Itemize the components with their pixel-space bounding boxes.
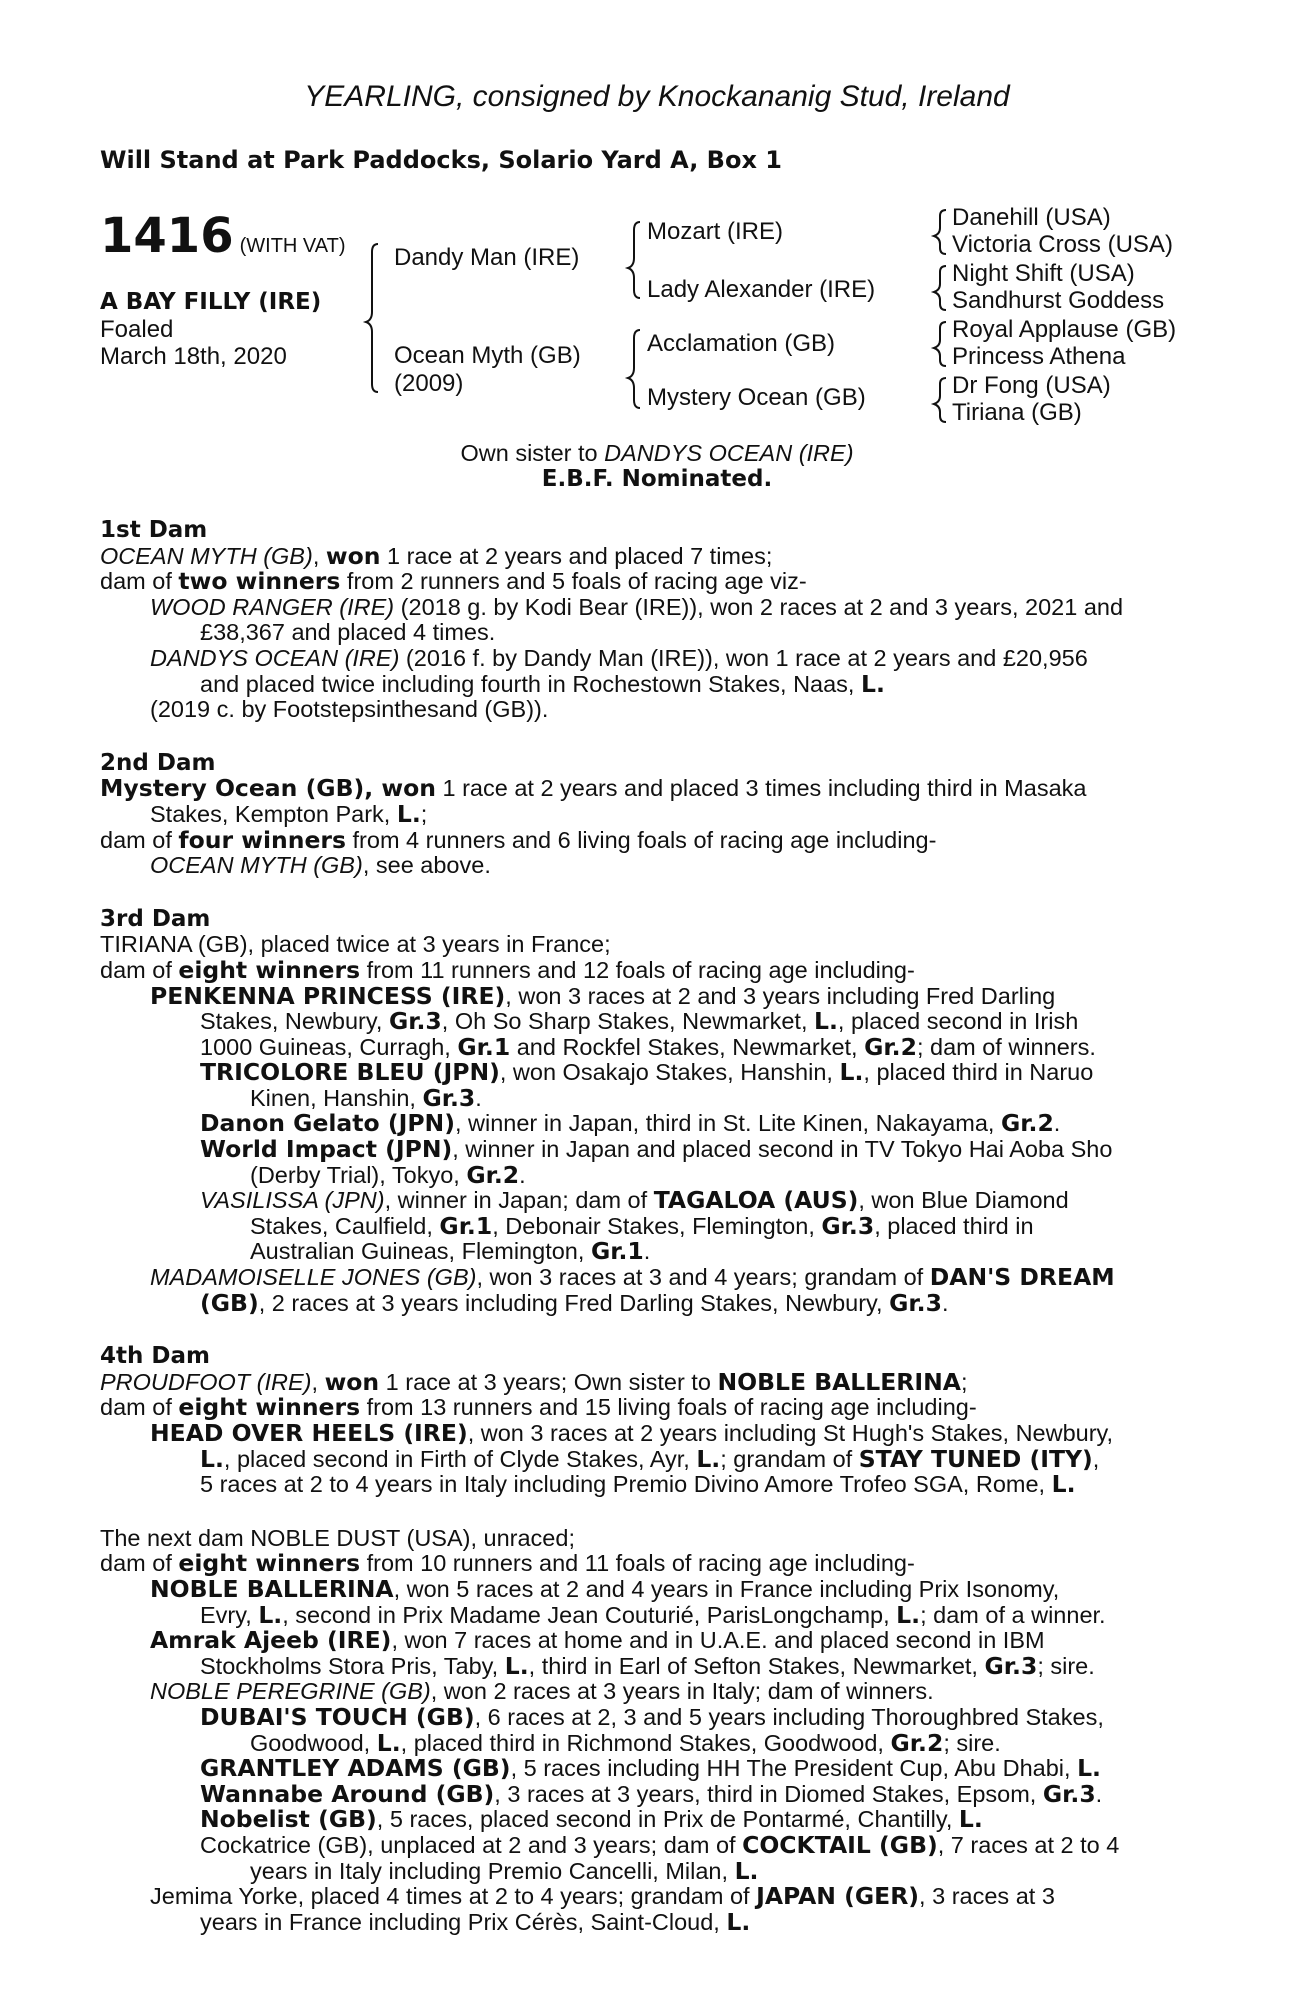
text: dam of bbox=[100, 956, 179, 983]
race-grade: L. bbox=[376, 1728, 401, 1757]
produce-entry bbox=[100, 1574, 1203, 1603]
produce-entry-cont bbox=[100, 1009, 1203, 1035]
text: Australian Guineas, Flemington, bbox=[250, 1238, 591, 1265]
winners-count: four winners bbox=[178, 825, 346, 854]
text: from 11 runners and 12 foals of racing age including- bbox=[360, 956, 915, 983]
text: , bbox=[312, 542, 326, 569]
race-grade: Gr.1 bbox=[439, 1211, 493, 1240]
text: , 2 races at 3 years including Fred Darling Stakes, Newbury, bbox=[258, 1289, 890, 1316]
produce-entry bbox=[100, 1421, 1203, 1447]
race-grade: L. bbox=[396, 799, 421, 828]
text: (2016 f. by Dandy Man (IRE)), won 1 race at 2 years and £20,956 bbox=[399, 644, 1088, 671]
horse-name: STAY TUNED (ITY) bbox=[858, 1444, 1093, 1473]
horse-name: DAN'S DREAM bbox=[929, 1263, 1115, 1292]
race-grade: Gr.3 bbox=[984, 1651, 1038, 1680]
produce-entry-cont: £38,367 and placed 4 times. bbox=[200, 619, 496, 646]
sire-sire-dam: Victoria Cross (USA) bbox=[952, 231, 1173, 258]
produce-entry bbox=[100, 1265, 1203, 1291]
text: . bbox=[1095, 1780, 1103, 1807]
horse-name: PENKENNA PRINCESS (IRE) bbox=[150, 981, 506, 1010]
race-grade: L. bbox=[814, 1007, 838, 1036]
horse-name: MADAMOISELLE JONES (GB) bbox=[150, 1264, 477, 1291]
next-dam-produce bbox=[100, 1551, 1203, 1577]
text: , won 3 races at 3 and 4 years; grandam of bbox=[476, 1264, 930, 1291]
text: 1 race at 2 years and placed 3 times including third in Masaka bbox=[435, 775, 1087, 802]
own-sister-prefix: Own sister to bbox=[460, 440, 605, 466]
text: , won Osakajo Stakes, Hanshin, bbox=[499, 1059, 840, 1086]
produce-entry bbox=[100, 1137, 1203, 1163]
race-grade: Gr.2 bbox=[1000, 1109, 1054, 1138]
text: . bbox=[475, 1084, 482, 1111]
horse-name: COCKTAIL (GB) bbox=[742, 1830, 938, 1859]
winners-count: two winners bbox=[178, 567, 341, 596]
first-dam-section bbox=[100, 518, 1203, 723]
next-dam-section bbox=[100, 1526, 1203, 1936]
dam-name: OCEAN MYTH (GB) bbox=[100, 542, 313, 569]
text: , placed third in bbox=[874, 1212, 1034, 1239]
text: , winner in Japan, third in St. Lite Kinen, Nakayama, bbox=[454, 1110, 1001, 1137]
produce-entry-cont bbox=[100, 1651, 1203, 1680]
race-grade: L. bbox=[860, 669, 885, 698]
produce-entry bbox=[100, 853, 1203, 879]
text: dam of bbox=[100, 826, 179, 853]
text: dam of bbox=[100, 568, 179, 595]
third-dam-produce bbox=[100, 955, 1203, 984]
text: , Debonair Stakes, Flemington, bbox=[492, 1212, 822, 1239]
text: , bbox=[364, 774, 382, 803]
race-grade: Gr.3 bbox=[889, 1288, 942, 1317]
produce-entry bbox=[100, 981, 1203, 1010]
text: ; sire. bbox=[1037, 1652, 1095, 1679]
horse-name: VASILISSA (JPN) bbox=[200, 1187, 385, 1214]
text: Stakes, Caulfield, bbox=[250, 1212, 440, 1239]
second-dam-produce bbox=[100, 825, 1203, 854]
ebf-note: E.B.F. Nominated. bbox=[541, 466, 773, 492]
foaled-label: Foaled bbox=[100, 316, 174, 343]
stand-location: Will Stand at Park Paddocks, Solario Yard A, Box 1 bbox=[100, 146, 782, 174]
text: from 13 runners and 15 living foals of racing age including- bbox=[360, 1394, 977, 1421]
winners-count: eight winners bbox=[178, 1549, 361, 1578]
text: , placed third in Naruo bbox=[863, 1059, 1094, 1086]
dam: Ocean Myth (GB) bbox=[394, 342, 581, 369]
text: years in Italy including Premio Cancelli, Milan, bbox=[250, 1857, 735, 1884]
fourth-dam-section bbox=[100, 1344, 1203, 1498]
produce-entry-cont bbox=[100, 669, 1203, 698]
text: , won 5 races at 2 and 4 years in France including Prix Isonomy, bbox=[393, 1575, 1060, 1602]
horse-name: NOBLE BALLERINA bbox=[150, 1574, 394, 1603]
horse-name: TAGALOA (AUS) bbox=[653, 1186, 859, 1215]
race-grade: Gr.3 bbox=[821, 1211, 875, 1240]
horse-name: WOOD RANGER (IRE) bbox=[150, 593, 395, 620]
text: Cockatrice (GB), unplaced at 2 and 3 years; dam of bbox=[200, 1831, 743, 1858]
catalogue-title: YEARLING, consigned by Knockananig Stud, Ireland bbox=[304, 80, 1010, 113]
race-grade: L. bbox=[734, 1856, 759, 1885]
race-grade: L. bbox=[726, 1907, 751, 1936]
text: Stakes, Newbury, bbox=[200, 1008, 389, 1035]
text: , placed third in Richmond Stakes, Goodwood, bbox=[400, 1729, 891, 1756]
horse-name: GRANTLEY ADAMS (GB) bbox=[200, 1754, 511, 1783]
first-dam-line bbox=[100, 541, 1203, 570]
text: , won 3 races at 2 years including St Hugh's Stakes, Newbury, bbox=[467, 1420, 1114, 1446]
text: , placed second in Irish bbox=[837, 1008, 1079, 1035]
text: , bbox=[1092, 1445, 1100, 1472]
dam-sire-dam: Princess Athena bbox=[952, 343, 1126, 370]
horse-name: World Impact (JPN) bbox=[200, 1135, 453, 1164]
produce-entry-cont bbox=[100, 1239, 1203, 1265]
produce-entry-cont bbox=[100, 1444, 1203, 1473]
fourth-dam-line bbox=[100, 1367, 1203, 1396]
produce-entry bbox=[100, 1830, 1203, 1859]
produce-entry-cont bbox=[100, 1211, 1203, 1240]
text: ; dam of a winner. bbox=[920, 1601, 1106, 1628]
winners-count: eight winners bbox=[178, 1393, 361, 1422]
second-dam-line-cont bbox=[100, 799, 1203, 828]
text: Goodwood, bbox=[250, 1729, 377, 1756]
race-grade: Gr.2 bbox=[890, 1728, 944, 1757]
produce-entry bbox=[100, 1756, 1203, 1782]
produce-record bbox=[100, 518, 1203, 1935]
text: , won 2 races at 3 years in Italy; dam of winners. bbox=[430, 1678, 934, 1705]
lot-number: 1416 bbox=[100, 208, 234, 264]
dam-name: Mystery Ocean (GB) bbox=[100, 774, 365, 803]
horse-name: NOBLE BALLERINA bbox=[717, 1367, 961, 1396]
horse-name: Amrak Ajeeb (IRE) bbox=[150, 1626, 392, 1655]
own-sister-note bbox=[0, 440, 1314, 466]
text: . bbox=[941, 1289, 949, 1316]
third-dam-heading: 3rd Dam bbox=[100, 905, 211, 932]
text: , second in Prix Madame Jean Couturié, ParisLongchamp, bbox=[282, 1601, 897, 1628]
race-grade: L. bbox=[896, 1600, 921, 1629]
text: , see above. bbox=[362, 852, 491, 879]
dam-year: (2009) bbox=[394, 370, 464, 397]
won-text: won bbox=[381, 774, 436, 803]
text: and placed twice including fourth in Rochestown Stakes, Naas, bbox=[200, 670, 861, 697]
text: Kinen, Hanshin, bbox=[250, 1084, 423, 1111]
race-grade: L. bbox=[1051, 1470, 1076, 1499]
text: , bbox=[311, 1368, 325, 1395]
produce-entry-cont bbox=[100, 1728, 1203, 1757]
foaled-date: March 18th, 2020 bbox=[100, 343, 287, 370]
horse-name: DUBAI'S TOUCH (GB) bbox=[200, 1702, 475, 1731]
horse-name: Nobelist (GB) bbox=[200, 1805, 377, 1834]
text: from 4 runners and 6 living foals of racing age including- bbox=[346, 826, 937, 853]
produce-entry-cont bbox=[100, 1083, 1203, 1112]
text: , 5 races, placed second in Prix de Pontarmé, Chantilly, bbox=[376, 1806, 959, 1833]
text: from 2 runners and 5 foals of racing age viz- bbox=[340, 568, 807, 595]
second-dam-line bbox=[100, 776, 1203, 802]
horse-name: NOBLE PEREGRINE (GB) bbox=[150, 1678, 431, 1705]
text: (2018 g. by Kodi Bear (IRE)), won 2 races at 2 and 3 years, 2021 and bbox=[394, 593, 1124, 620]
produce-entry-cont bbox=[100, 1600, 1203, 1629]
text: 1 race at 3 years; Own sister to bbox=[379, 1368, 718, 1395]
race-grade: Gr.1 bbox=[457, 1032, 511, 1061]
race-grade: L. bbox=[200, 1444, 224, 1473]
text: , placed second in Firth of Clyde Stakes, Ayr, bbox=[223, 1445, 697, 1472]
produce-entry-cont bbox=[100, 1907, 1203, 1936]
race-grade: L. bbox=[839, 1058, 864, 1087]
race-grade: Gr.3 bbox=[388, 1007, 442, 1036]
text: , 6 races at 2, 3 and 5 years including Thoroughbred Stakes, bbox=[474, 1703, 1104, 1730]
horse-name: Wannabe Around (GB) bbox=[200, 1779, 495, 1808]
text: ; bbox=[961, 1368, 968, 1395]
first-dam-heading: 1st Dam bbox=[100, 517, 208, 543]
horse-name: Danon Gelato (JPN) bbox=[200, 1109, 455, 1138]
second-dam-heading: 2nd Dam bbox=[100, 749, 216, 776]
produce-entry: (2019 c. by Footstepsinthesand (GB)). bbox=[150, 696, 549, 723]
text: , third in Earl of Sefton Stakes, Newmarket, bbox=[528, 1652, 985, 1679]
text: , 7 races at 2 to 4 bbox=[937, 1831, 1120, 1858]
sire: Dandy Man (IRE) bbox=[394, 244, 580, 271]
vat-note: (WITH VAT) bbox=[239, 235, 346, 257]
produce-entry bbox=[100, 1779, 1203, 1808]
race-grade: L. bbox=[1077, 1754, 1101, 1783]
dam-sire-sire: Royal Applause (GB) bbox=[952, 316, 1177, 343]
fourth-dam-produce bbox=[100, 1395, 1203, 1421]
winners-count: eight winners bbox=[178, 955, 361, 984]
text: , 3 races at 3 bbox=[919, 1883, 1055, 1910]
sire-dam-dam: Sandhurst Goddess bbox=[952, 287, 1165, 314]
text: ; sire. bbox=[943, 1729, 1001, 1756]
text: , winner in Japan; dam of bbox=[384, 1187, 654, 1214]
horse-name: (GB) bbox=[200, 1288, 259, 1317]
own-sister-name: DANDYS OCEAN (IRE) bbox=[604, 440, 854, 466]
race-grade: L. bbox=[696, 1444, 721, 1473]
dam-dam-sire: Dr Fong (USA) bbox=[952, 372, 1111, 399]
text: dam of bbox=[100, 1394, 179, 1421]
text: . bbox=[1053, 1110, 1061, 1137]
text: Jemima Yorke, placed 4 times at 2 to 4 years; grandam of bbox=[150, 1883, 757, 1910]
produce-entry bbox=[100, 1679, 1203, 1705]
second-dam-section bbox=[100, 751, 1203, 879]
third-dam-section bbox=[100, 907, 1203, 1317]
race-grade: Gr.3 bbox=[1042, 1779, 1096, 1808]
produce-entry bbox=[100, 595, 1203, 621]
horse-name: OCEAN MYTH (GB) bbox=[150, 852, 363, 879]
produce-entry bbox=[100, 1702, 1203, 1731]
produce-entry bbox=[100, 1111, 1203, 1137]
produce-entry-cont bbox=[100, 1472, 1203, 1498]
horse-name: DANDYS OCEAN (IRE) bbox=[150, 644, 400, 671]
race-grade: Gr.3 bbox=[422, 1083, 476, 1112]
fourth-dam-heading: 4th Dam bbox=[100, 1343, 210, 1370]
sire-sire-sire: Danehill (USA) bbox=[952, 204, 1111, 231]
text: Evry, bbox=[200, 1601, 259, 1628]
text: ; grandam of bbox=[720, 1445, 859, 1472]
text: ; bbox=[420, 800, 428, 827]
dam-dam: Mystery Ocean (GB) bbox=[647, 384, 866, 411]
text: , 5 races including HH The President Cup, Abu Dhabi, bbox=[510, 1755, 1078, 1782]
text: , 3 races at 3 years, third in Diomed Stakes, Epsom, bbox=[494, 1780, 1043, 1807]
race-grade: Gr.1 bbox=[590, 1237, 644, 1266]
first-dam-produce bbox=[100, 569, 1203, 595]
race-grade: L. bbox=[504, 1651, 529, 1680]
text: , won 7 races at home and in U.A.E. and placed second in IBM bbox=[391, 1627, 1045, 1654]
horse-name: HEAD OVER HEELS (IRE) bbox=[150, 1419, 468, 1447]
produce-entry bbox=[100, 646, 1203, 672]
text: . bbox=[643, 1238, 651, 1265]
race-grade: Gr.2 bbox=[466, 1160, 520, 1189]
produce-entry-cont bbox=[100, 1032, 1203, 1061]
text: ; dam of winners. bbox=[916, 1033, 1096, 1060]
sire-dam: Lady Alexander (IRE) bbox=[647, 276, 876, 303]
produce-entry bbox=[100, 1884, 1203, 1910]
sire-sire: Mozart (IRE) bbox=[647, 218, 784, 245]
race-grade: Gr.2 bbox=[864, 1032, 917, 1061]
won-text: won bbox=[325, 541, 381, 570]
dam-sire: Acclamation (GB) bbox=[647, 330, 836, 357]
third-dam-line: TIRIANA (GB), placed twice at 3 years in France; bbox=[100, 931, 611, 958]
next-dam-line: The next dam NOBLE DUST (USA), unraced; bbox=[100, 1524, 575, 1551]
text: . bbox=[519, 1161, 526, 1188]
text: years in France including Prix Cérès, Saint-Cloud, bbox=[200, 1908, 727, 1935]
horse-name: TRICOLORE BLEU (JPN) bbox=[200, 1058, 500, 1087]
text: , won Blue Diamond bbox=[858, 1187, 1069, 1214]
race-grade: L. bbox=[258, 1600, 283, 1629]
text: (Derby Trial), Tokyo, bbox=[250, 1161, 467, 1188]
dam-dam-dam: Tiriana (GB) bbox=[952, 399, 1082, 426]
text: 1000 Guineas, Curragh, bbox=[200, 1033, 458, 1060]
text: 5 races at 2 to 4 years in Italy including Premio Divino Amore Trofeo SGA, Rome, bbox=[200, 1471, 1052, 1498]
text: , Oh So Sharp Stakes, Newmarket, bbox=[441, 1008, 815, 1035]
produce-entry bbox=[100, 1628, 1203, 1654]
dam-name: PROUDFOOT (IRE) bbox=[100, 1368, 312, 1395]
text: Stakes, Kempton Park, bbox=[150, 800, 397, 827]
text: , won 3 races at 2 and 3 years including Fred Darling bbox=[505, 982, 1056, 1009]
produce-entry bbox=[100, 1807, 1203, 1833]
produce-entry bbox=[100, 1188, 1203, 1214]
text: , winner in Japan and placed second in TV Tokyo Hai Aoba Sho bbox=[452, 1136, 1113, 1163]
sire-dam-sire: Night Shift (USA) bbox=[952, 260, 1135, 287]
produce-entry-cont bbox=[100, 1160, 1203, 1189]
text: from 10 runners and 11 foals of racing age including- bbox=[360, 1550, 915, 1577]
race-grade: L. bbox=[958, 1805, 983, 1834]
text: Stockholms Stora Pris, Taby, bbox=[200, 1652, 505, 1679]
produce-entry-cont bbox=[100, 1288, 1203, 1317]
horse-name: A BAY FILLY (IRE) bbox=[100, 289, 322, 315]
text: and Rockfel Stakes, Newmarket, bbox=[510, 1033, 865, 1060]
horse-name: JAPAN (GER) bbox=[756, 1882, 920, 1911]
text: 1 race at 2 years and placed 7 times; bbox=[380, 542, 773, 569]
produce-entry bbox=[100, 1060, 1203, 1086]
text: dam of bbox=[100, 1550, 179, 1577]
produce-entry-cont bbox=[100, 1856, 1203, 1885]
won-text: won bbox=[324, 1367, 380, 1396]
